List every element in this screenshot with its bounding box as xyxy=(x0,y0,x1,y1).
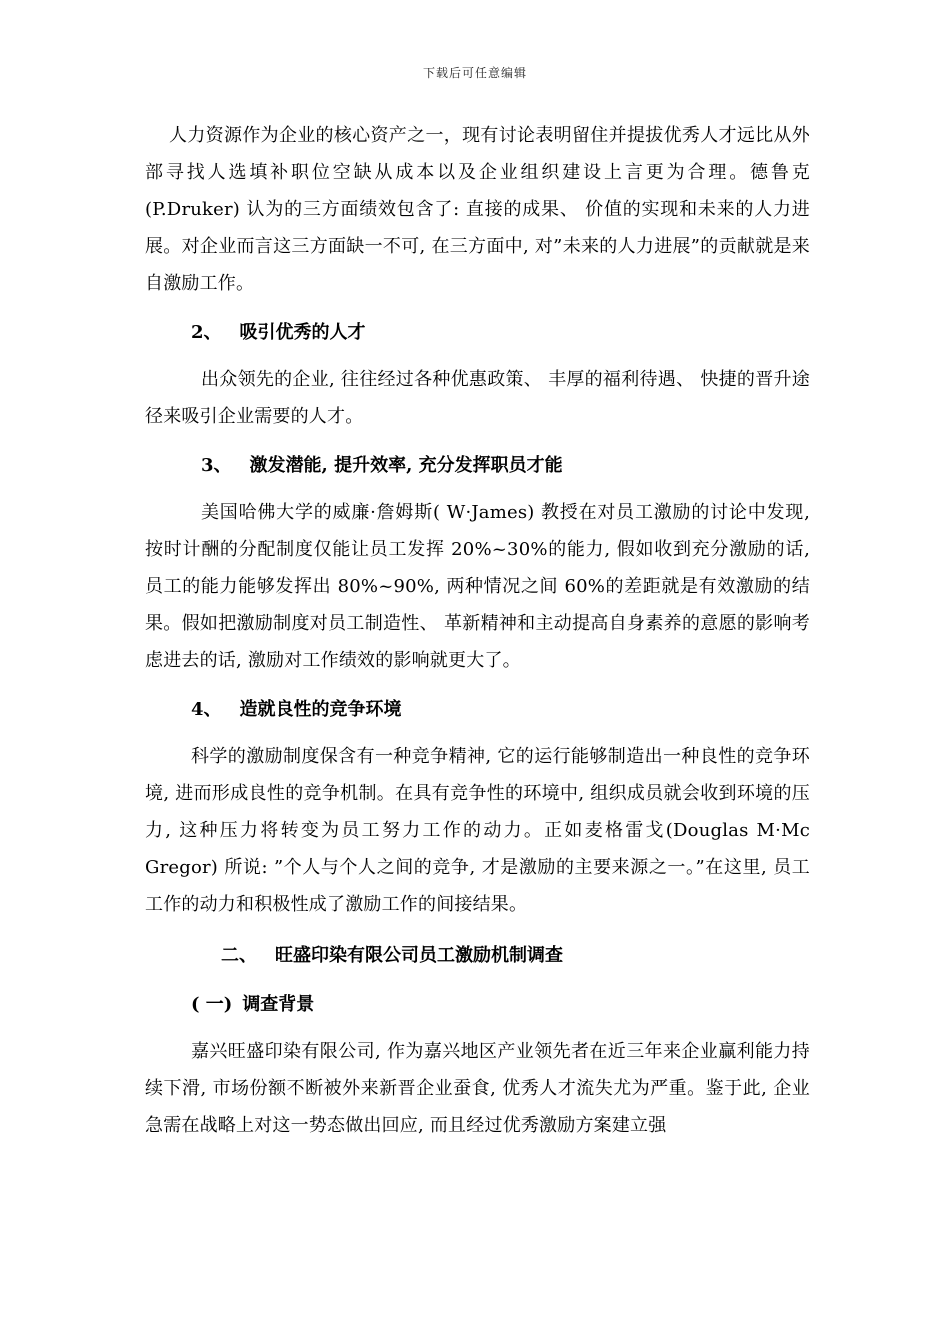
subsection-heading-background xyxy=(145,986,810,1023)
heading-number: 2、 xyxy=(191,322,222,343)
subsection-title: 调查背景 xyxy=(242,994,315,1015)
section-title: 旺盛印染有限公司员工激励机制调查 xyxy=(275,945,563,966)
subsection-number: ( 一) xyxy=(191,994,233,1015)
paragraph-background: 嘉兴旺盛印染有限公司, 作为嘉兴地区产业领先者在近三年来企业赢利能力持续下滑, 市场份额不断被外来新晋企业蚕食, 优秀人才流失尤为严重。鉴于此, 企业急需在战略上对这一势态做出回应, 而且经过优秀激励方案建立强 xyxy=(145,1041,810,1136)
heading-competition xyxy=(145,691,810,728)
paragraph-retention: 人力资源作为企业的核心资产之一，现有讨论表明留住并提拔优秀人才远比从外部寻找人选填补职位空缺从成本以及企业组织建设上言更为合理。德鲁克(P.Druker) 认为的三方面绩效包含了: 直接的成果、 价值的实现和未来的人力进展。对企业而言这三方面缺一不可, 在三方面中, 对”未来的人力进展”的贡献就是来自激励工作。 xyxy=(145,125,810,294)
paragraph-potential: 美国哈佛大学的威廉·詹姆斯( W·James) 教授在对员工激励的讨论中发现, 按时计酬的分配制度仅能让员工发挥 20%~30%的能力, 假如收到充分激励的话, 员工的能力能够发挥出 80%~90%, 两种情况之间 60%的差距就是有效激励的结果。假如把激励制度对员工制造性、 革新精神和主动提高自身素养的意愿的影响考虑进去的话, 激励对工作绩效的影响就更大了。 xyxy=(145,502,810,671)
paragraph-competition: 科学的激励制度保含有一种竞争精神, 它的运行能够制造出一种良性的竞争环境, 进而形成良性的竞争机制。在具有竞争性的环境中, 组织成员就会收到环境的压力, 这种压力将转变为员工努力工作的动力。正如麦格雷戈(Douglas M·Mc Gregor) 所说: ”个人与个人之间的竞争, 才是激励的主要来源之一。”在这里, 员工工作的动力和积极性成了激励工作的间接结果。 xyxy=(145,746,810,915)
paragraph-attract-talent: 出众领先的企业, 往往经过各种优惠政策、 丰厚的福利待遇、 快捷的晋升途径来吸引企业需要的人才。 xyxy=(145,369,810,427)
heading-text: 激发潜能, 提升效率, 充分发挥职员才能 xyxy=(249,455,563,476)
section-number: 二、 xyxy=(221,945,257,966)
heading-number: 4、 xyxy=(191,699,222,720)
heading-text: 造就良性的竞争环境 xyxy=(239,699,402,720)
page-header: 下载后可任意编辑 xyxy=(422,66,527,80)
heading-potential xyxy=(145,447,810,484)
heading-attract-talent xyxy=(145,314,810,351)
section-heading-survey xyxy=(145,937,810,974)
document-body xyxy=(145,117,810,1144)
heading-text: 吸引优秀的人才 xyxy=(239,322,366,343)
heading-number: 3、 xyxy=(201,455,232,476)
